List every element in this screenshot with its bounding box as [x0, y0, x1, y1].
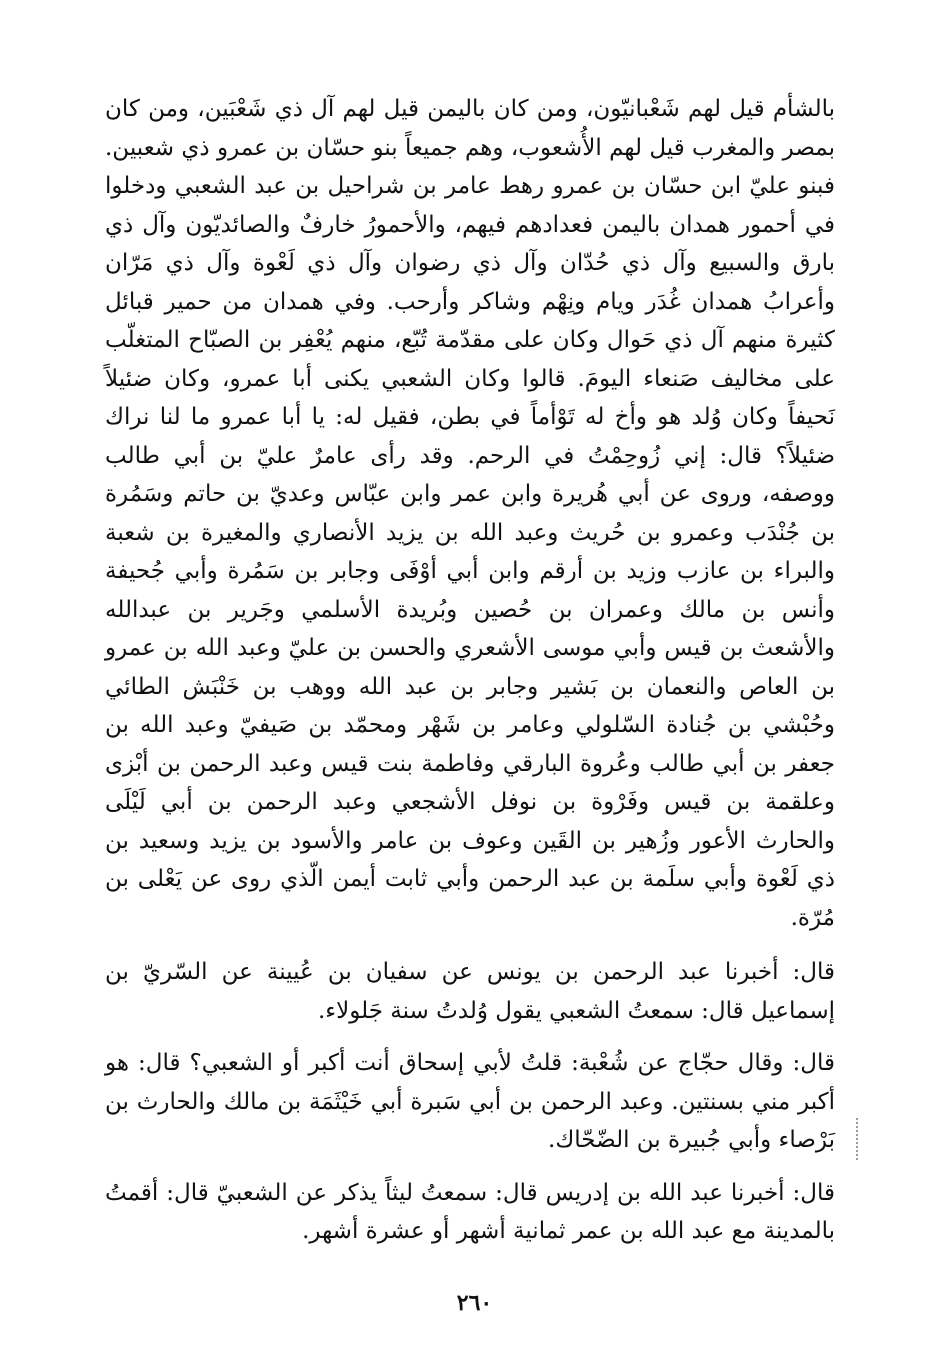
page-number: ٢٦٠ [456, 1290, 493, 1316]
page-body [105, 90, 835, 1251]
margin-dotted-mark [856, 1118, 860, 1160]
paragraph-sufyan-narration: قال: أخبرنا عبد الرحمن بن يونس عن سفيان بن عُيينة عن السّريّ بن إسماعيل قال: سمعتُ الشعبي يقول وُلدتُ سنة جَلولاء. [105, 959, 835, 1024]
paragraph-hajjaj-narration: قال: وقال حجّاج عن شُعْبة: قلتُ لأبي إسحاق أنت أكبر أو الشعبي؟ قال: هو أكبر مني بسنتين. وعبد الرحمن بن أبي سَبرة أبي خَيْثَمَة بن مالك والحارث بن بَرْصاء وأبي جُبيرة بن الضّحّاك. [105, 1050, 835, 1153]
paragraph-idris-narration: قال: أخبرنا عبد الله بن إدريس قال: سمعتُ ليثاً يذكر عن الشعبيّ قال: أقمتُ بالمدينة مع عبد الله بن عمر ثمانية أشهر أو عشرة أشهر. [105, 1179, 835, 1244]
paragraph-main: بالشأم قيل لهم شَعْبانيّون، ومن كان باليمن قيل لهم آل ذي شَعْبَين، ومن كان بمصر والمغرب قيل لهم الأُشعوب، وهم جميعاً بنو حسّان بن عمرو ذي شعبين. فبنو عليّ ابن حسّان بن عمرو رهط عامر بن شراحيل بن عبد الشعبي ودخلوا في أحمور همدان باليمن فعدادهم فيهم، والأحمورُ خارفٌ والصائديّون وآل ذي بارق والسبيع وآل ذي حُدّان وآل ذي رضوان وآل ذي لَعْوة وآل ذي مَرّان وأعرابُ همدان غُدَر ويام ونِهْم وشاكر وأرحب. وفي همدان من حمير قبائل كثيرة منهم آل ذي حَوال وكان على مقدّمة تُبّع، منهم يُعْفِر بن الصبّاح المتغلّب على مخاليف صَنعاء اليومَ. قالوا وكان الشعبي يكنى أبا عمرو، وكان ضئيلاً نَحيفاً وكان وُلد هو وأخ له تَوْأماً في بطن، فقيل له: يا أبا عمرو ما لنا نراك ضئيلاً؟ قال: إني زُوحِمْتُ في الرحم. وقد رأى عامرٌ عليّ بن أبي طالب ووصفه، وروى عن أبي هُريرة وابن عمر وابن عبّاس وعديّ بن حاتم وسَمُرة بن جُنْدَب وعمرو بن حُريث وعبد الله بن يزيد الأنصاري والمغيرة بن شعبة والبراء بن عازب وزيد بن أرقم وابن أبي أوْفَى وجابر بن سَمُرة وأبي جُحيفة وأنس بن مالك وعمران بن حُصين وبُريدة الأسلمي وجَرير بن عبدالله والأشعث بن قيس وأبي موسى الأشعري والحسن بن عليّ وعبد الله بن عمرو بن العاص والنعمان بن بَشير وجابر بن عبد الله ووهب بن خَنْبَش الطائي وحُبْشي بن جُنادة السّلولي وعامر بن شَهْر ومحمّد بن صَيفيّ وعبد الله بن جعفر بن أبي طالب وعُروة البارقي وفاطمة بنت قيس وعبد الرحمن بن أبْزى وعلقمة بن قيس وفَرْوة بن نوفل الأشجعي وعبد الرحمن بن أبي لَيْلَى والحارث الأعور وزُهير بن القَين وعوف بن عامر والأسود بن يزيد وسعيد بن ذي لَعْوة وأبي سلَمة بن عبد الرحمن وأبي ثابت أيمن الّذي روى عن يَعْلى بن مُرّة. [105, 96, 835, 931]
